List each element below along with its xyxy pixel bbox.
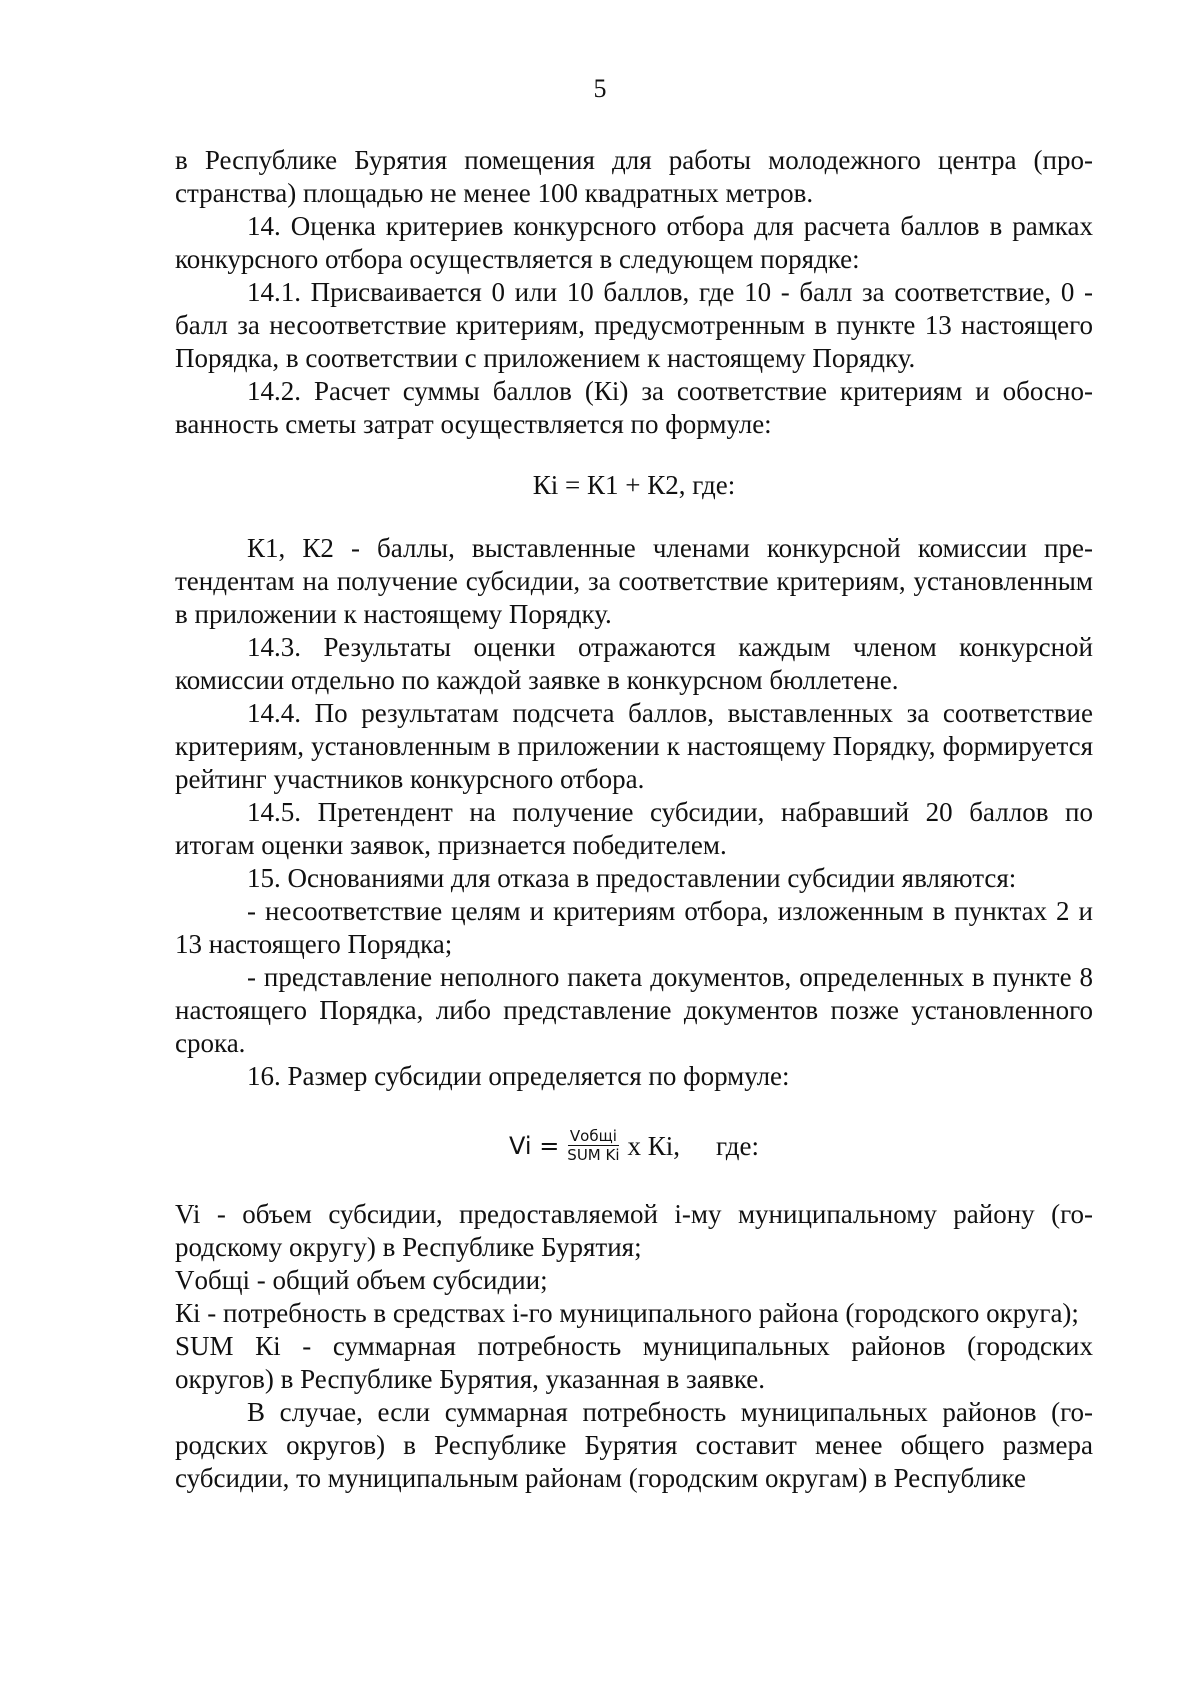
definition-sum-ki: SUM Кi - суммарная потребность муниципальных районов (городских округов) в Республике Бурятия, указанная в заявке.: [175, 1331, 1093, 1394]
paragraph-item-15: 15. Основаниями для отказа в предоставлении субсидии являются:: [247, 863, 1017, 893]
formula-vi-denominator: SUM Ki: [567, 1146, 620, 1164]
paragraph-item-14-4: 14.4. По результатам подсчета баллов, выставленных за соответствие критериям, установленным в приложении к настоящему Порядку, формируется рейтинг участников конкурсного отбора.: [175, 698, 1093, 794]
paragraph-item-14-5: 14.5. Претендент на получение субсидии, набравший 20 баллов по итогам оценки заявок, признается победителем.: [175, 797, 1093, 860]
definition-vi: Vi - объем субсидии, предоставляемой i-му муниципальному району (городскому округу) в Республике Бурятия;: [175, 1199, 1093, 1262]
page-number: 5: [593, 74, 607, 103]
paragraph-continuation: в Республике Бурятия помещения для работы молодежного центра (пространства) площадью не менее 100 квадратных метров.: [175, 145, 1093, 208]
document-body: [175, 144, 1093, 1495]
paragraph-item-14-3: 14.3. Результаты оценки отражаются каждым членом конкурсной комиссии отдельно по каждой заявке в конкурсном бюллетене.: [175, 632, 1093, 695]
formula-vi-where: где:: [716, 1130, 759, 1161]
formula-vi-lhs: Vi =: [509, 1131, 560, 1160]
paragraph-item-14-1: 14.1. Присваивается 0 или 10 баллов, где 10 - балл за соответствие, 0 - балл за несоответствие критериям, предусмотренным в пункте 13 настоящего Порядка, в соответствии с приложением к настоящему Порядку.: [175, 277, 1093, 373]
formula-vi-numerator: Vобщi: [569, 1127, 617, 1145]
paragraph-closing: В случае, если суммарная потребность муниципальных районов (городских округов) в Республике Бурятия составит менее общего размера субсидии, то муниципальным районам (городским округам) в Республике: [175, 1397, 1093, 1493]
formula-ki: Кi = К1 + К2, где:: [532, 470, 736, 500]
paragraph-refusal-reason-1: - несоответствие целям и критериям отбора, изложенным в пунктах 2 и 13 настоящего Порядка;: [175, 896, 1093, 959]
formula-vi: [175, 1127, 1093, 1164]
formula-vi-fraction: [565, 1127, 621, 1164]
definition-vobshi: Vобщi - общий объем субсидии;: [175, 1265, 548, 1295]
paragraph-k1-k2-definition: К1, К2 - баллы, выставленные членами конкурсной комиссии претендентам на получение субсидии, за соответствие критериям, установленным в приложении к настоящему Порядку.: [175, 533, 1093, 629]
formula-vi-tail: x Кi,: [627, 1130, 681, 1161]
paragraph-refusal-reason-2: - представление неполного пакета документов, определенных в пункте 8 настоящего Порядка, либо представление документов позже установленного срока.: [175, 962, 1093, 1058]
definition-ki: Кi - потребность в средствах i-го муниципального района (городского округа);: [175, 1298, 1079, 1328]
paragraph-item-14: 14. Оценка критериев конкурсного отбора для расчета баллов в рамках конкурсного отбора осуществляется в следующем порядке:: [175, 211, 1093, 274]
paragraph-item-16: 16. Размер субсидии определяется по формуле:: [247, 1061, 790, 1091]
paragraph-item-14-2: 14.2. Расчет суммы баллов (Кi) за соответствие критериям и обоснованность сметы затрат осуществляется по формуле:: [175, 376, 1093, 439]
